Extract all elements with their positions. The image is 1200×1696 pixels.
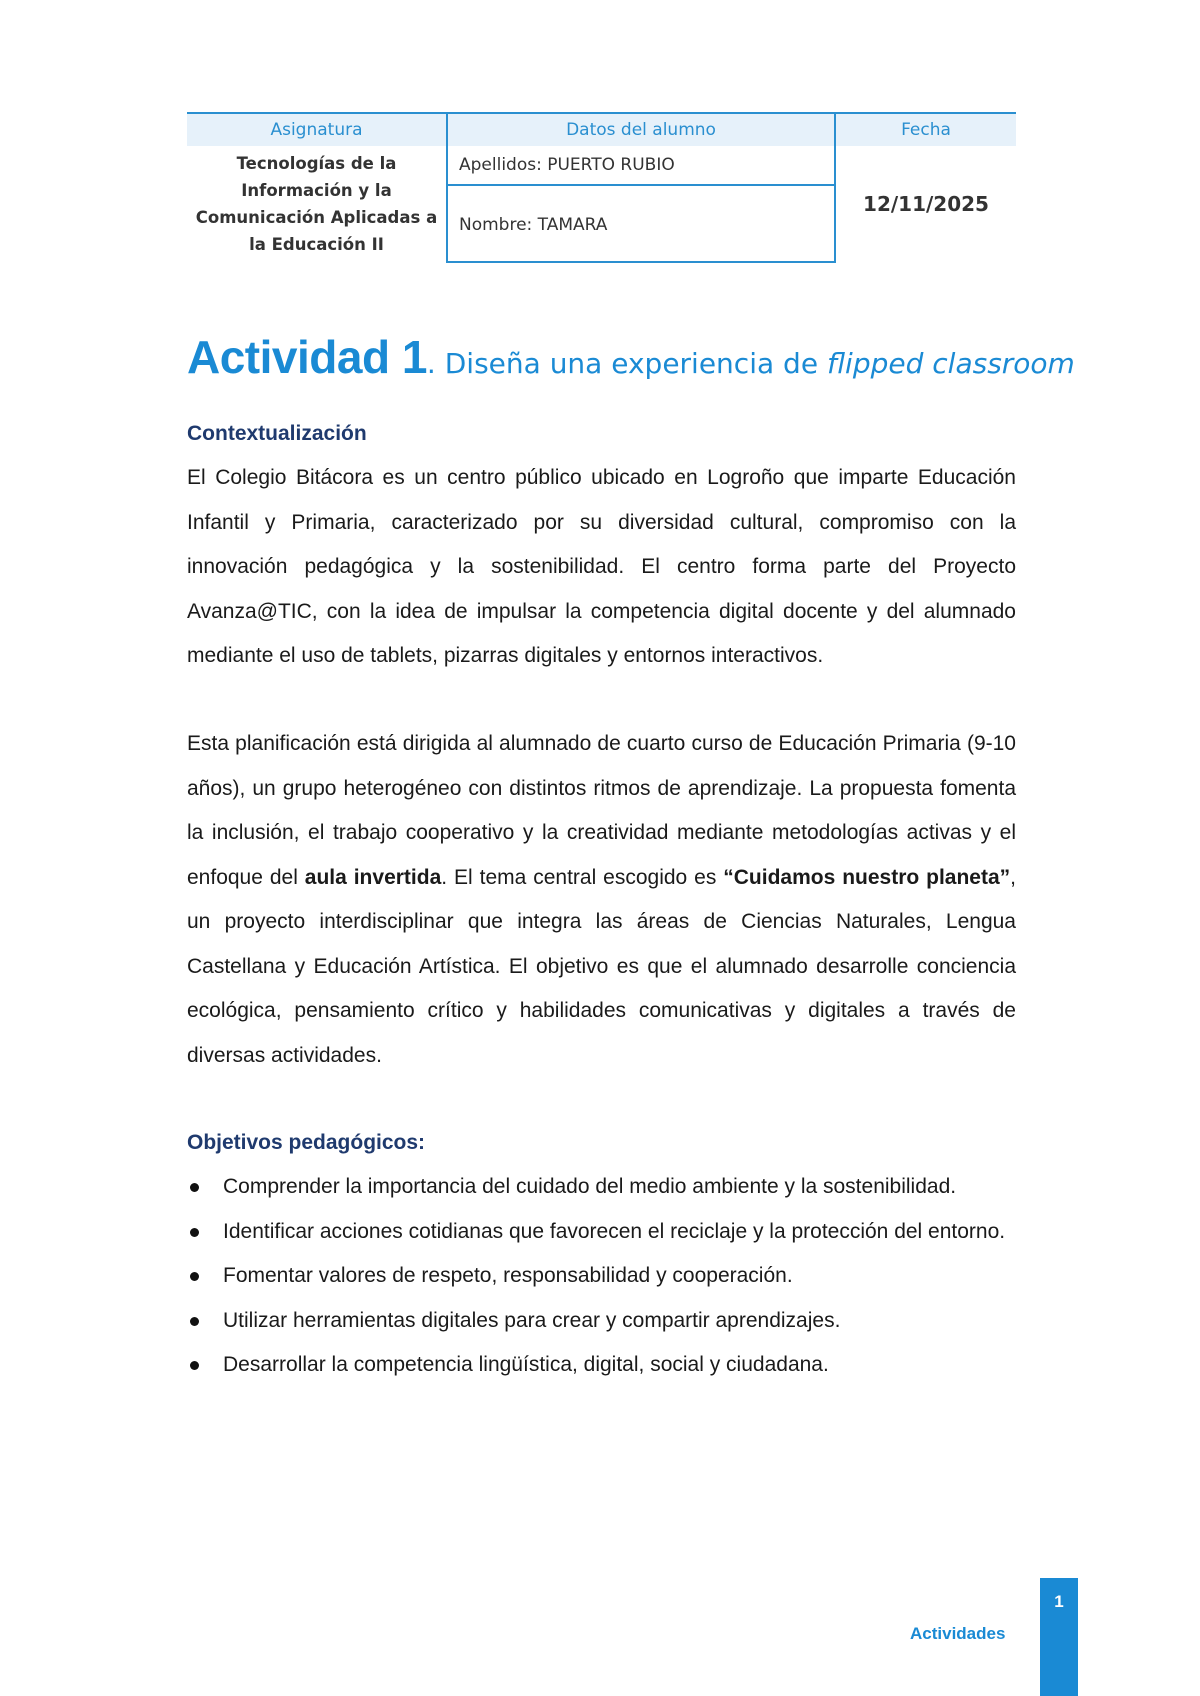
header-col-subject: Asignatura (187, 113, 447, 146)
objectives-heading: Objetivos pedagógicos: (187, 1131, 426, 1154)
context-paragraph-2 (187, 722, 1016, 1078)
submission-date: 12/11/2025 (863, 192, 989, 216)
p2-bold-flipped: aula invertida (304, 865, 442, 889)
bullet-icon (190, 1272, 199, 1281)
context-heading: Contextualización (187, 422, 367, 445)
bullet-icon (190, 1361, 199, 1370)
list-item (187, 1210, 1016, 1255)
activity-title (187, 330, 1075, 384)
list-item (187, 1299, 1016, 1344)
list-item (187, 1165, 1016, 1210)
list-item (187, 1254, 1016, 1299)
list-item (187, 1343, 1016, 1388)
objective-text: Comprender la importancia del cuidado del medio ambiente y la sostenibilidad. (223, 1175, 957, 1198)
p2-text-a: Esta planificación está dirigida al alumnado de cuarto curso de Educación Primaria (9-10 años), un grupo heterogéneo con distintos ritmos de aprendizaje. La propuesta fomenta la inclusión, el trabajo cooperativo y la creatividad mediante metodologías activas y el enfoque del (187, 732, 1016, 889)
title-subtitle: Diseña una experiencia de (435, 347, 827, 380)
objective-text: Desarrollar la competencia lingüística, digital, social y ciudadana. (223, 1353, 829, 1376)
context-paragraph-1: El Colegio Bitácora es un centro público ubicado en Logroño que imparte Educación Infantil y Primaria, caracterizado por su diversidad cultural, compromiso con la innovación pedagógica y la sostenibilidad. El centro forma parte del Proyecto Avanza@TIC, con la idea de impulsar la competencia digital docente y del alumnado mediante el uso de tablets, pizarras digitales y entornos interactivos. (187, 466, 1016, 667)
objective-text: Utilizar herramientas digitales para crear y compartir aprendizajes. (223, 1308, 841, 1332)
p2-text-c: , un proyecto interdisciplinar que integra las áreas de Ciencias Naturales, Lengua Castellana y Educación Artística. El objetivo es que el alumnado desarrolle conciencia ecológica, pensamiento crítico y habilidades comunicativas y digitales a través de diversas actividades. (187, 865, 1016, 1067)
objective-text: Fomentar valores de respeto, responsabilidad y cooperación. (223, 1264, 793, 1287)
title-main: Actividad 1 (187, 331, 427, 383)
page-number: 1 (1040, 1578, 1078, 1696)
student-surname: Apellidos: PUERTO RUBIO (447, 146, 835, 185)
header-col-student: Datos del alumno (447, 113, 835, 146)
bullet-icon (190, 1317, 199, 1326)
objective-text: Identificar acciones cotidianas que favorecen el reciclaje y la protección del entorno. (223, 1219, 1006, 1243)
footer-label: Actividades (910, 1624, 1006, 1643)
title-subtitle-italic: flipped classroom (826, 347, 1075, 380)
header-col-date: Fecha (835, 113, 1016, 146)
p2-bold-theme: “Cuidamos nuestro planeta” (723, 865, 1011, 889)
objectives-list (187, 1165, 1016, 1388)
student-name: Nombre: TAMARA (447, 185, 835, 262)
bullet-icon (190, 1228, 199, 1237)
header-table (187, 112, 1016, 263)
p2-text-b: . El tema central escogido es (441, 865, 724, 889)
bullet-icon (190, 1183, 199, 1192)
title-dot: . (426, 347, 436, 380)
subject-name: Tecnologías de la Información y la Comunicación Aplicadas a la Educación II (187, 146, 447, 262)
